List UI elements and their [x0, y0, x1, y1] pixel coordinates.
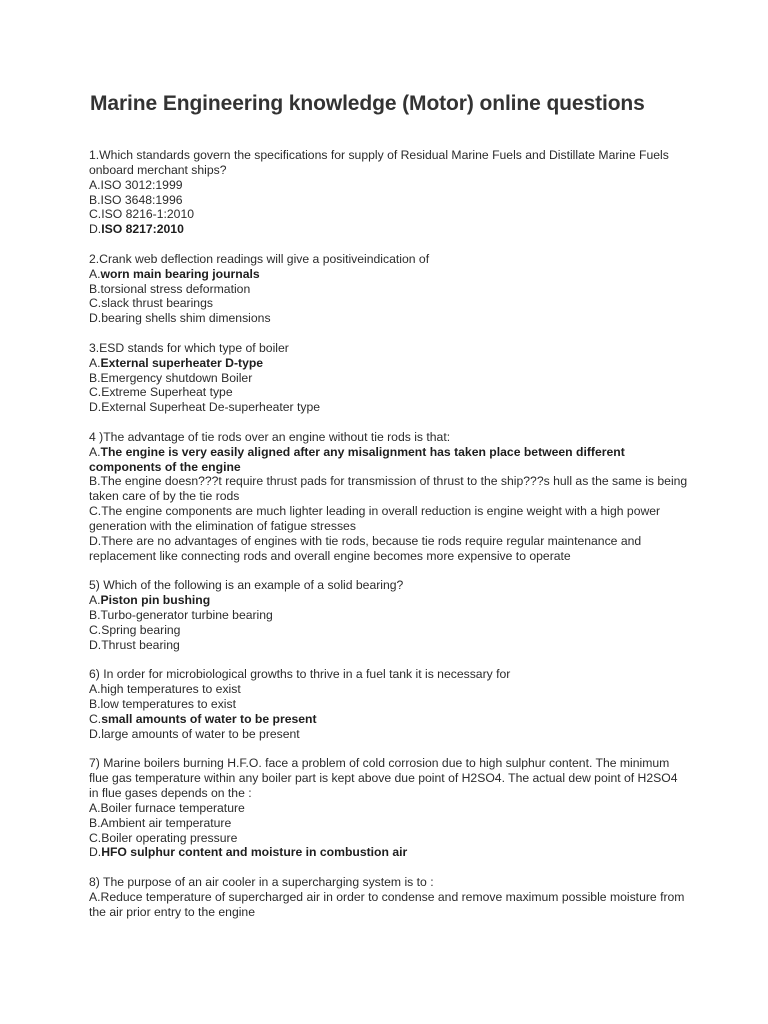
- answer-option: [89, 845, 689, 860]
- correct-answer-text: HFO sulphur content and moisture in combustion air: [101, 845, 408, 860]
- answer-option: [89, 890, 689, 920]
- option-letter: D.: [89, 222, 102, 237]
- option-text: ISO 3012:1999: [100, 177, 183, 192]
- question-text: 5) Which of the following is an example of a solid bearing?: [89, 578, 404, 593]
- answer-option: [89, 593, 689, 608]
- option-letter: B.: [89, 281, 101, 296]
- option-text: Spring bearing: [101, 622, 181, 637]
- question-text: 8) The purpose of an air cooler in a supercharging system is to :: [89, 875, 434, 890]
- answer-option: [89, 697, 689, 712]
- question-block: [89, 341, 689, 415]
- correct-answer-text: The engine is very easily aligned after any misalignment has taken place between different components of the engine: [89, 444, 625, 474]
- option-letter: B.: [89, 696, 101, 711]
- question-block: [89, 430, 689, 564]
- option-letter: C.: [89, 622, 102, 637]
- answer-option: [89, 608, 689, 623]
- answer-option: [89, 222, 689, 237]
- option-letter: C.: [89, 385, 102, 400]
- answer-option: [89, 801, 689, 816]
- answer-option: [89, 712, 689, 727]
- answer-option: [89, 638, 689, 653]
- option-letter: C.: [89, 207, 102, 222]
- question-text: 2.Crank web deflection readings will give a positiveindication of: [89, 251, 430, 266]
- answer-option: [89, 504, 689, 534]
- question-block: [89, 578, 689, 652]
- answer-option: [89, 400, 689, 415]
- answer-option: [89, 207, 689, 222]
- question-block: [89, 875, 689, 920]
- option-text: large amounts of water to be present: [101, 726, 300, 741]
- option-letter: A.: [89, 355, 101, 370]
- option-text: Turbo-generator turbine bearing: [100, 607, 273, 622]
- question-block: [89, 252, 689, 326]
- option-letter: B.: [89, 607, 101, 622]
- option-letter: D.: [89, 533, 102, 548]
- option-letter: D.: [89, 400, 102, 415]
- question-text: 1.Which standards govern the specifications for supply of Residual Marine Fuels and Distillate Marine Fuels onboard merchant ships?: [89, 148, 669, 177]
- question-block: [89, 756, 689, 860]
- question-block: [89, 148, 689, 237]
- option-letter: C.: [89, 504, 102, 519]
- option-text: Extreme Superheat type: [101, 385, 233, 400]
- answer-option: [89, 193, 689, 208]
- option-text: Reduce temperature of supercharged air in order to condense and remove maximum possible moisture from the air prior entry to the engine: [89, 889, 685, 919]
- option-text: Emergency shutdown Boiler: [100, 370, 253, 385]
- answer-option: [89, 296, 689, 311]
- option-text: The engine components are much lighter leading in overall reduction is engine weight with a high power generation with the elimination of fatigue stresses: [89, 504, 661, 533]
- question-text: 4 )The advantage of tie rods over an engine without tie rods is that:: [89, 429, 451, 444]
- question-list: [89, 148, 689, 934]
- option-text: slack thrust bearings: [101, 296, 213, 311]
- answer-option: [89, 282, 689, 297]
- option-text: ISO 8216-1:2010: [101, 207, 195, 222]
- option-text: Boiler operating pressure: [101, 830, 238, 845]
- question-text: 6) In order for microbiological growths to thrive in a fuel tank it is necessary for: [89, 667, 511, 682]
- correct-answer-text: small amounts of water to be present: [101, 711, 317, 726]
- option-letter: C.: [89, 711, 102, 726]
- option-letter: A.: [89, 889, 101, 904]
- option-letter: B.: [89, 370, 101, 385]
- answer-option: [89, 474, 689, 504]
- answer-option: [89, 267, 689, 282]
- option-letter: A.: [89, 266, 101, 281]
- correct-answer-text: worn main bearing journals: [100, 266, 260, 281]
- option-text: high temperatures to exist: [100, 682, 241, 697]
- option-letter: D.: [89, 845, 102, 860]
- question-text: 7) Marine boilers burning H.F.O. face a problem of cold corrosion due to high sulphur content. The minimum flue gas temperature within any boiler part is kept above due point of H2SO4. The actual dew point of H2SO4 in flue gases depends on the :: [89, 756, 678, 800]
- option-text: The engine doesn???t require thrust pads for transmission of thrust to the ship???s hull as the same is being taken care of by the tie rods: [89, 474, 688, 504]
- option-text: Ambient air temperature: [100, 815, 232, 830]
- option-letter: A.: [89, 682, 101, 697]
- option-letter: A.: [89, 444, 101, 459]
- answer-option: [89, 534, 689, 564]
- answer-option: [89, 727, 689, 742]
- correct-answer-text: Piston pin bushing: [100, 593, 211, 608]
- option-letter: D.: [89, 726, 102, 741]
- answer-option: [89, 445, 689, 475]
- answer-option: [89, 356, 689, 371]
- option-letter: A.: [89, 593, 101, 608]
- option-letter: A.: [89, 800, 101, 815]
- option-letter: B.: [89, 474, 101, 489]
- answer-option: [89, 816, 689, 831]
- question-text: 3.ESD stands for which type of boiler: [89, 340, 289, 355]
- option-text: torsional stress deformation: [100, 281, 251, 296]
- answer-option: [89, 682, 689, 697]
- question-block: [89, 667, 689, 741]
- option-letter: B.: [89, 192, 101, 207]
- answer-option: [89, 623, 689, 638]
- option-text: There are no advantages of engines with tie rods, because tie rods require regular maintenance and replacement like connecting rods and overall engine becomes more expensive to operate: [89, 533, 642, 563]
- option-text: ISO 3648:1996: [100, 192, 183, 207]
- option-letter: B.: [89, 815, 101, 830]
- option-text: Thrust bearing: [101, 637, 180, 652]
- option-letter: D.: [89, 311, 102, 326]
- correct-answer-text: ISO 8217:2010: [101, 222, 184, 237]
- answer-option: [89, 385, 689, 400]
- answer-option: [89, 831, 689, 846]
- option-text: Boiler furnace temperature: [100, 800, 245, 815]
- option-text: External Superheat De-superheater type: [101, 400, 321, 415]
- option-text: bearing shells shim dimensions: [101, 311, 271, 326]
- option-letter: C.: [89, 830, 102, 845]
- option-letter: D.: [89, 637, 102, 652]
- option-letter: A.: [89, 177, 101, 192]
- option-text: low temperatures to exist: [100, 696, 236, 711]
- answer-option: [89, 311, 689, 326]
- answer-option: [89, 371, 689, 386]
- correct-answer-text: External superheater D-type: [100, 355, 264, 370]
- document-title: Marine Engineering knowledge (Motor) online questions: [90, 92, 645, 115]
- answer-option: [89, 178, 689, 193]
- option-letter: C.: [89, 296, 102, 311]
